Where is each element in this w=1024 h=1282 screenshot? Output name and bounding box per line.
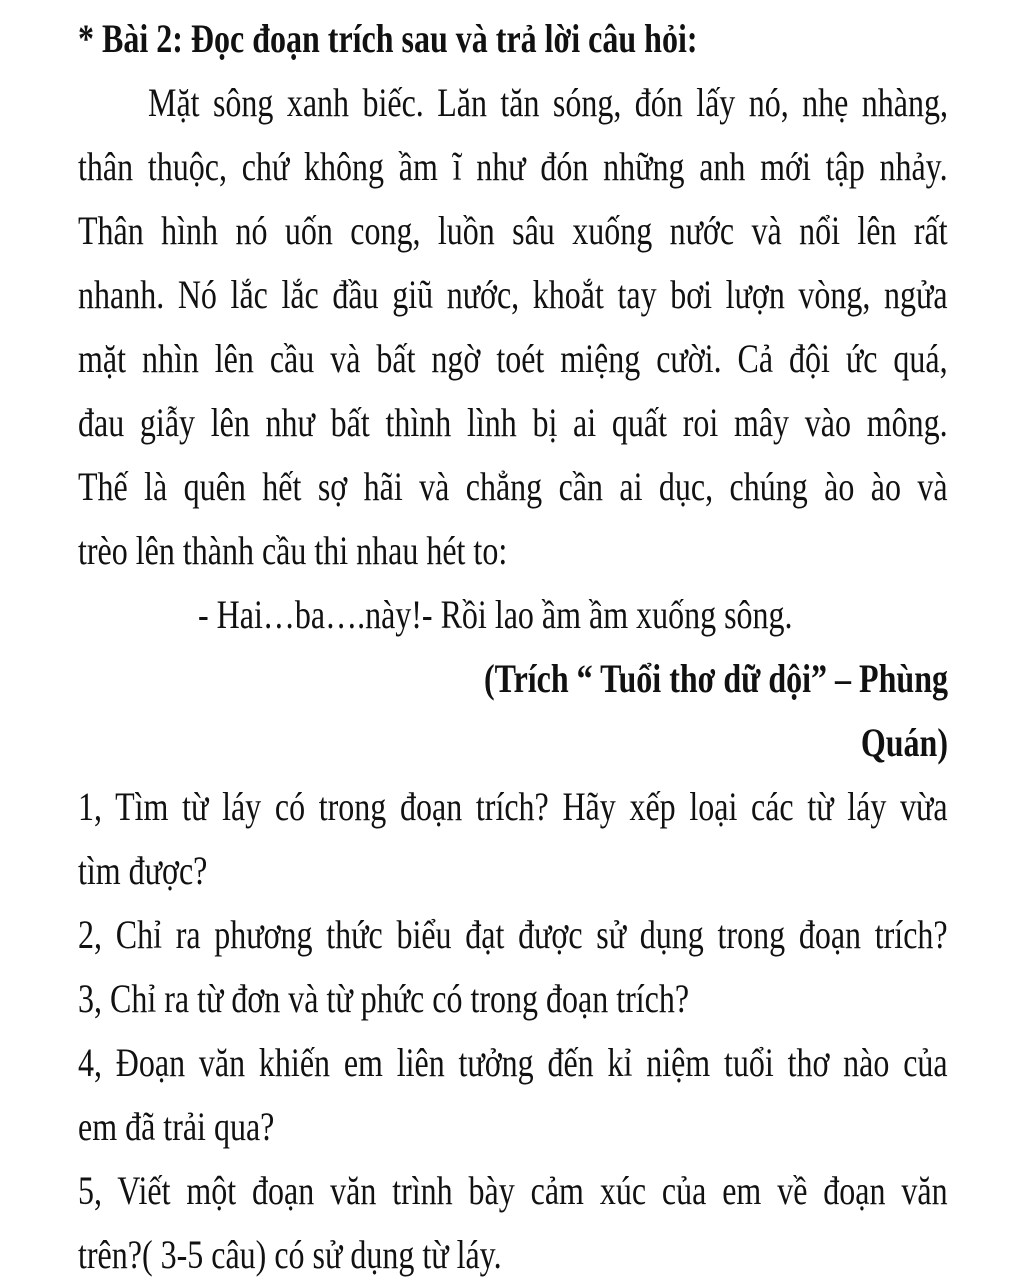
dialogue-line: - Hai…ba….này!- Rồi lao ầm ầm xuống sông. [198,592,793,637]
passage-line: Mặt sông xanh biếc. Lăn tăn sóng, đón lấy nó, nhẹ nhàng, [148,80,948,125]
exercise-heading: * Bài 2: Đọc đoạn trích sau và trả lời câu hỏi: [78,16,698,61]
question-5-cont: trên?( 3-5 câu) có sử dụng từ láy. [78,1232,502,1277]
question-3: 3, Chỉ ra từ đơn và từ phức có trong đoạn trích? [78,976,690,1021]
source-citation-end: Quán) [860,720,948,765]
question-4-cont: em đã trải qua? [78,1104,275,1149]
question-2: 2, Chỉ ra phương thức biểu đạt được sử dụng trong đoạn trích? [78,912,948,957]
passage-line: trèo lên thành cầu thi nhau hét to: [78,528,508,573]
passage-line: Thế là quên hết sợ hãi và chẳng cần ai dục, chúng ào ào và [78,464,948,509]
passage-line: nhanh. Nó lắc lắc đầu giũ nước, khoắt tay bơi lượn vòng, ngửa [78,272,948,317]
passage-line: Thân hình nó uốn cong, luồn sâu xuống nước và nổi lên rất [78,208,948,253]
passage-line: mặt nhìn lên cầu và bất ngờ toét miệng cười. Cả đội ức quá, [78,336,948,381]
question-1: 1, Tìm từ láy có trong đoạn trích? Hãy xếp loại các từ láy vừa [78,784,948,829]
passage-line: đau giẫy lên như bất thình lình bị ai quất roi mây vào mông. [78,400,948,445]
source-citation: (Trích “ Tuổi thơ dữ dội” – Phùng [483,656,948,701]
question-1-cont: tìm được? [78,848,208,893]
question-5: 5, Viết một đoạn văn trình bày cảm xúc của em về đoạn văn [78,1168,948,1213]
passage-line: thân thuộc, chứ không ầm ĩ như đón những anh mới tập nhảy. [78,144,948,189]
question-4: 4, Đoạn văn khiến em liên tưởng đến kỉ niệm tuổi thơ nào của [78,1040,948,1085]
